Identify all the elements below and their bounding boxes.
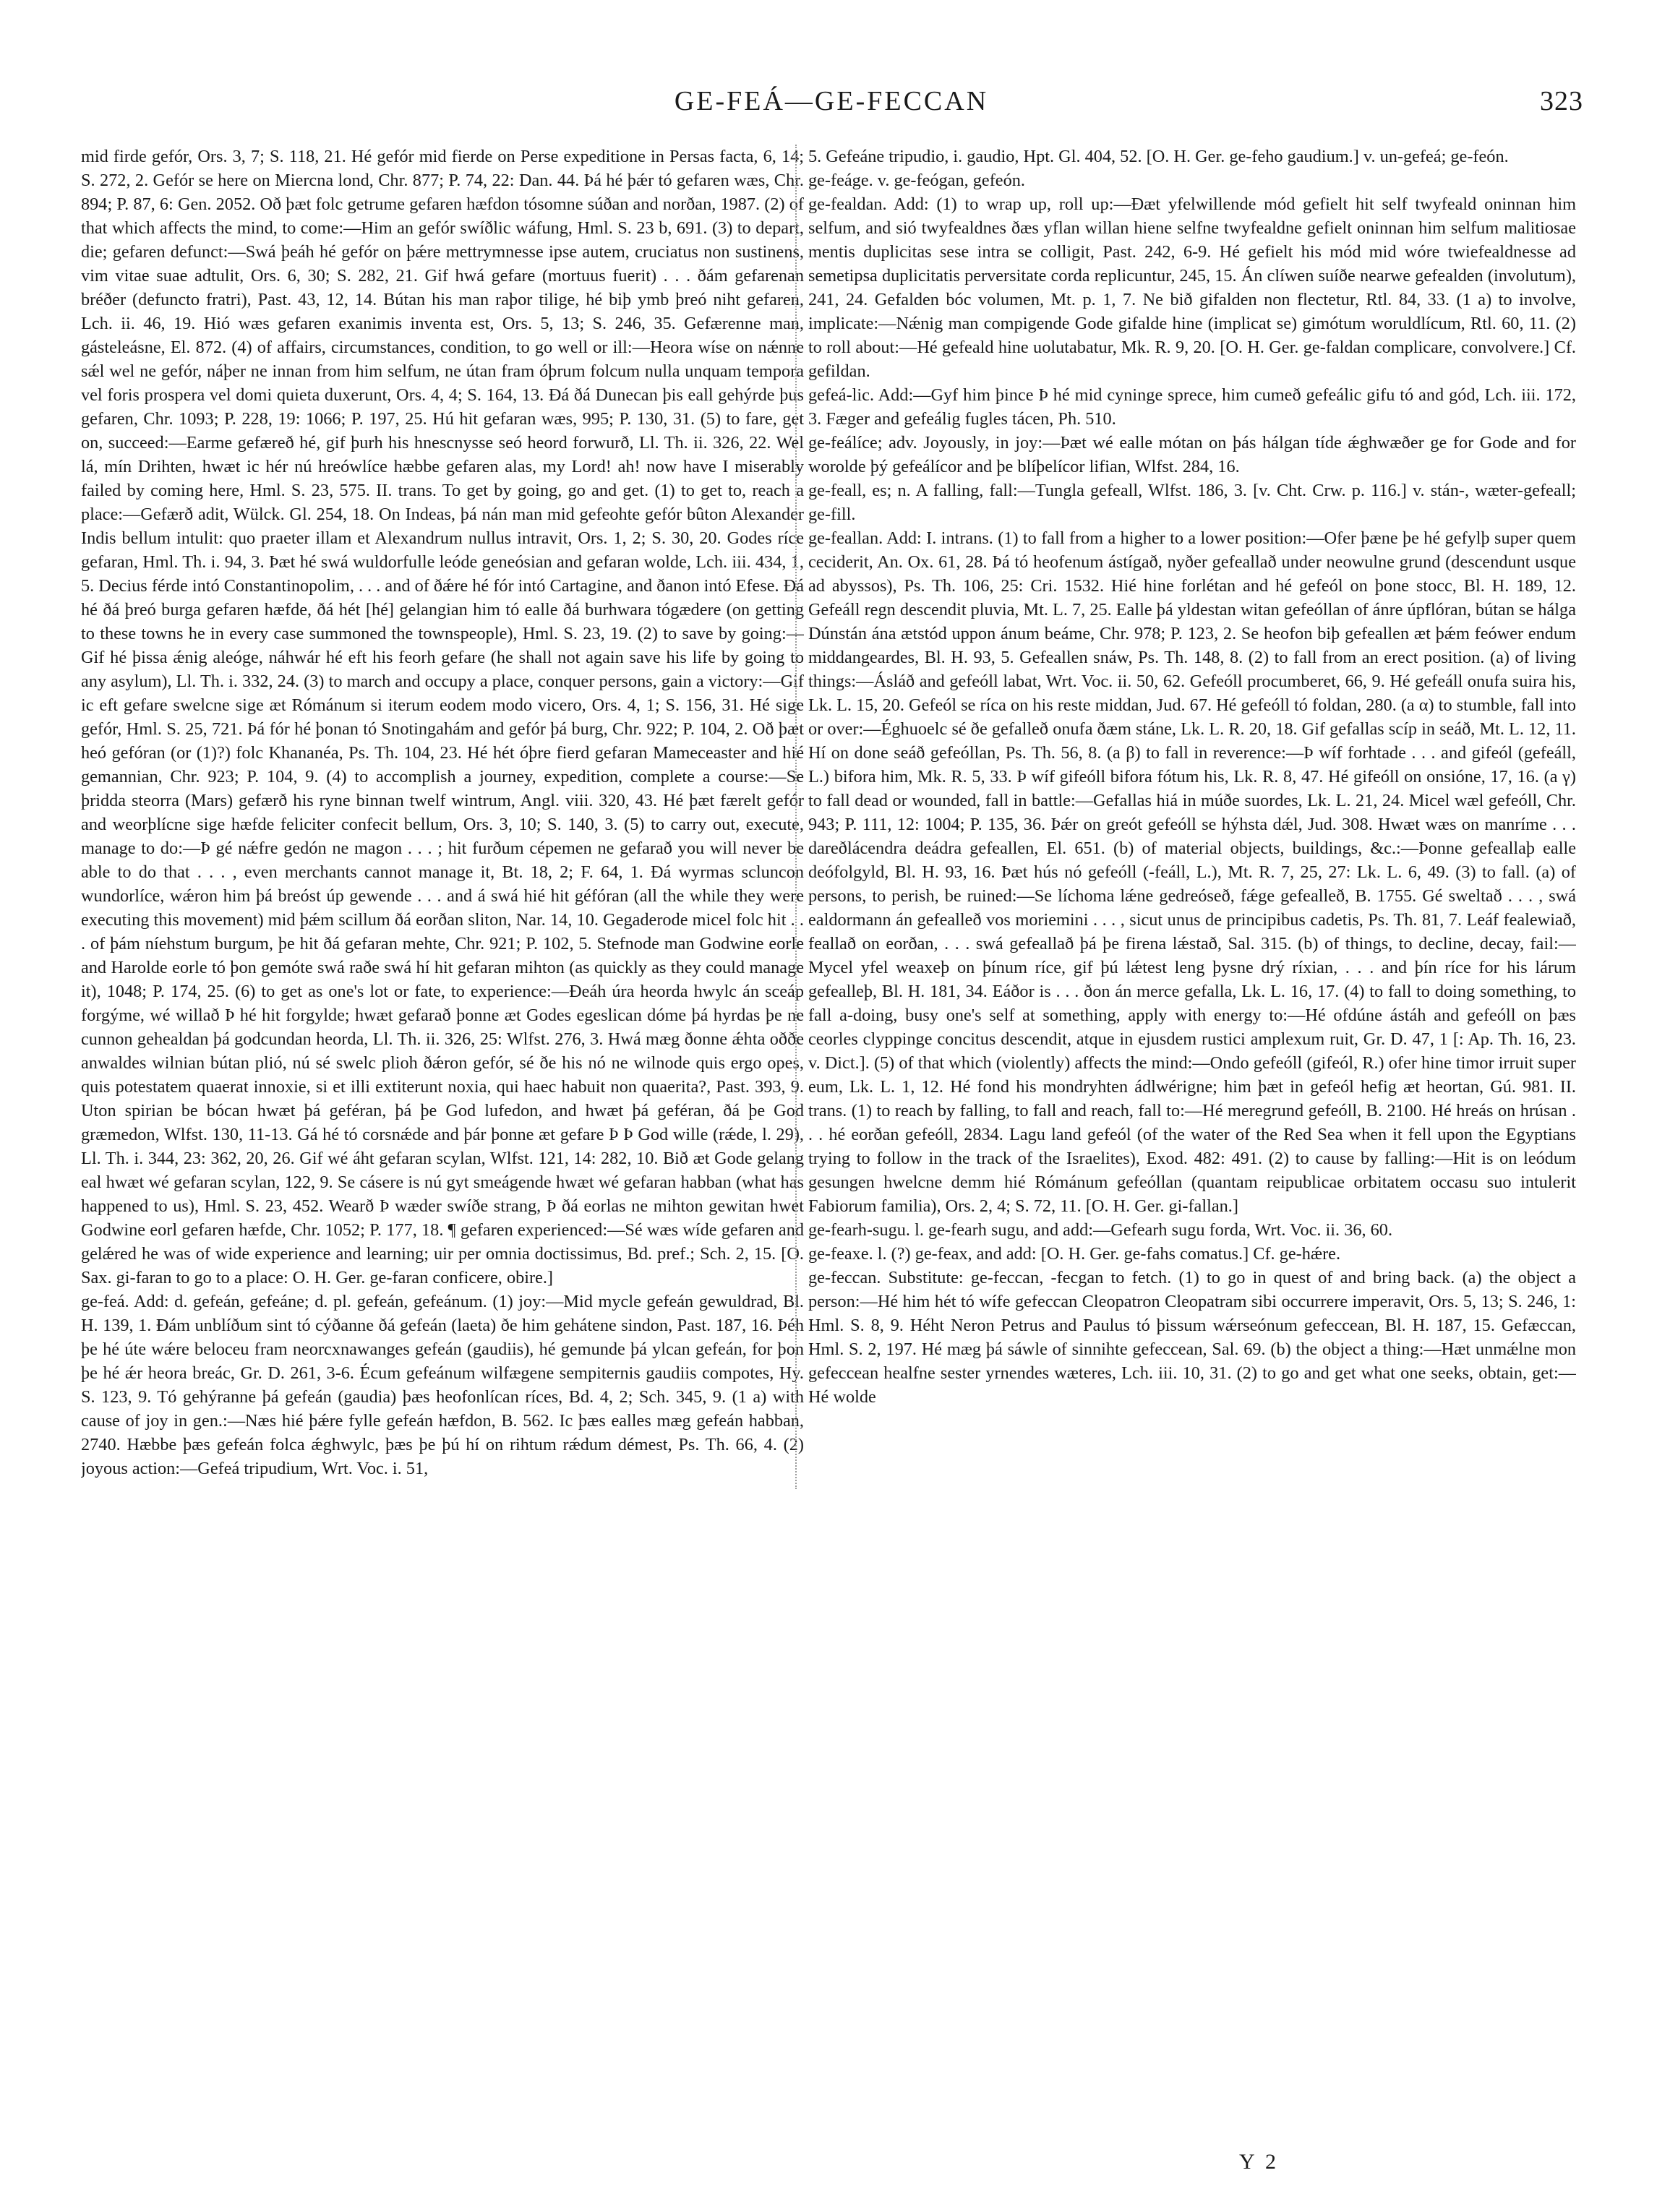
entry-ge-feage: ge-feáge. v. ge-feógan, gefeón. [808, 171, 1025, 190]
entry-gefea-lic: gefeá-lic. Add:—Gyf him þince Þ hé mid cyninge sprece, him cumeð gefeálic gifu tó and gód, Lch. iii. 172, 3. Fæger and gefeálig fugles tácen, Ph. 510. [808, 385, 1576, 429]
entry-ge-fealice: ge-feálíce; adv. Joyously, in joy:—Þæt wé ealle mótan on þás hálgan tíde ǽghwæðer ge for Gode and for woroldе þý gefeálícor and þe blíþelícor lifian, Wlfst. 284, 16. [808, 433, 1576, 476]
entry-ge-feall: ge-feall, es; n. A falling, fall:—Tungla gefeall, Wlfst. 186, 3. [v. Cht. Crw. p. 116.] v. stán-, wæter-gefeall; ge-fill. [808, 481, 1576, 524]
running-head [80, 85, 1583, 129]
signature-mark: Y 2 [1239, 2150, 1280, 2174]
entry-ge-fealdan: ge-fealdan. Add: (1) to wrap up, roll up:—Ðæt yfelwillende mód gefielt hit self twyfeald oninnan him selfum, and sió twyfealdnes ðæs yflan willan hiene selfne twyfealdne gefielt oninnan him selfum malitiosae mentis duplicitas sese intra se colligit, Past. 242, 6-9. Hé gefielt his mód mid wóre twiefealdnesse ad semetipsa duplicitatis perversitate corda replicuntur, 245, 15. Án clíwen suíðe nearwe gefealden (involutum), 241, 24. Gefalden bóc volumen, Mt. p. 1, 7. Ne bið gifalden non flectetur, Rtl. 84, 33. (1 a) to involve, implicate:—Nǽnig man compigende Gode gifalde hine (implicat se) gimótum woruldlícum, Rtl. 60, 11. (2) to roll about:—Hé gefeald hine uolutabatur, Mk. R. 9, 20. [O. H. Ger. ge-faldan complicare, convolvere.] Cf. gefildan. [808, 194, 1576, 381]
column-divider [795, 145, 797, 1489]
page-title: GE-FEÁ—GE-FECCAN [674, 86, 989, 116]
entry-ge-feccan: ge-feccan. Substitute: ge-feccan, -fecgan to fetch. (1) to go in quest of and bring back. (a) the object a person:—Hé him hét tó wífe gefeccan Cleopatron Cleopatram sibi occurrere imperavit, Ors. 5, 13; S. 246, 1: Hml. S. 8, 9. Héht Neron Petrus and Paulus tó þissum wǽrseónum gefeccean, Bl. H. 187, 15. Gefæccan, Hml. S. 2, 197. Hé mæg þá sáwle of sinnihte gefeccean, Sal. 69. (b) the object a thing:—Hæt unmǽlne mon gefeccean healfne sester yrnendes wæteres, Lch. iii. 10, 31. (2) to go and get what one seeks, obtain, get:—Hé wolde [808, 1268, 1576, 1407]
left-column [81, 145, 804, 2147]
entry-ge-fearh-sugu: ge-fearh-sugu. l. ge-fearh sugu, and add:—Gefearh sugu forda, Wrt. Voc. ii. 36, 60. [808, 1220, 1393, 1240]
entry-continuation-gefaran: mid firde gefór, Ors. 3, 7; S. 118, 21. Hé gefór mid fierde on Perse expeditione in Persas facta, 6, 14; S. 272, 2. Gefór se here on Miercna lond, Chr. 877; P. 74, 22: Dan. 44. Þá hé þǽr tó gefaren wæs, Chr. 894; P. 87, 6: Gen. 2052. Oð þæt folc getrume gefaren hæfdon tósomne súðan and norðan, 1987. (2) of that which affects the mind, to come:—Him an gefór swíðlic wáfung, Hml. S. 23 b, 691. (3) to depart, die; gefaren defunct:—Swá þeáh hé gefór on þǽre mettrymnesse ipse autem, cruciatus non sustinens, vim vitae suae adtulit, Ors. 6, 30; S. 282, 21. Gif hwá gefare (mortuus fuerit) . . . ðám gefarenan bréðer (defuncto fratri), Past. 43, 12, 14. Bútan his man raþor tilige, hé biþ ymb þreó niht gefaren, Lch. ii. 46, 19. Hió wæs gefaren exanimis inventa est, Ors. 5, 13; S. 246, 35. Gefærenne man, gásteleásne, El. 872. (4) of affairs, circumstances, condition, to go well or ill:—Heora wíse on nǽnne sǽl wel ne gefór, náþer ne innan from him selfum, ne útan fram óþrum folcum nulla unquam tempora vel foris prospera vel domi quieta duxerunt, Ors. 4, 4; S. 164, 13. Ðá ðá Dunecan þis eall gehýrde þus gefaren, Chr. 1093; P. 228, 19: 1066; P. 197, 25. Hú hit gefaran wæs, 995; P. 130, 31. (5) to fare, get on, succeed:—Earme gefæreð hé, gif þurh his hnescnysse seó heord forwurð, Ll. Th. ii. 326, 22. Wel lá, mín Drihten, hwæt ic hér nú hreówlíce hæbbe gefaren alas, my Lord! ah! now have I miserably failed by coming here, Hml. S. 23, 575. II. trans. To get by going, go and get. (1) to get to, reach a place:—Gefærð adit, Wülck. Gl. 254, 18. On Indeas, þá nán man mid gefeohte gefór bûton Alexander Indis bellum intulit: quo praeter illam et Alexandrum nullus intravit, Ors. 1, 2; S. 30, 20. Godes ríce gefaran, Hml. Th. i. 94, 3. Þæt hé swá wuldorfulle leóde geneósian and gefaran wolde, Lch. iii. 434, 1, 5. Decius férde intó Constantinopolim, . . . and of ðǽre hé fór intó Cartagine, and ðanon intó Efese. Ðá hé ðá þreó burga gefaren hæfde, ðá hét [hé] gelangian him tó ealle ðá burhwara tógædere (on getting to these towns he in every case summoned the townspeople), Hml. S. 23, 19. (2) to save by going:—Gif hé þissa ǽnig aleóge, náhwár hé eft his feorh gefare (he shall not again save his life by going to any asylum), Ll. Th. i. 332, 24. (3) to march and occupy a place, conquer persons, gain a victory:—Gif ic eft gefare swelcne sige æt Rómánum si iterum eodem modo vicero, Ors. 4, 1; S. 156, 31. Hé sige gefór, Hml. S. 25, 721. Þá fór hé þonan tó Snotingahám and gefór þá burg, Chr. 922; P. 104, 2. Oð þæt heó gefóran (or (1)?) folc Khananéa, Ps. Th. 104, 23. Hé hét óþre fierd gefaran Mameceaster and hié gemannian, Chr. 923; P. 104, 9. (4) to accomplish a journey, expedition, complete a course:—Se þridda steorra (Mars) gefærð his ryne binnan twelf wintrum, Angl. viii. 320, 43. Hé þæt færelt gefór and weorþlícne sige hæfde feliciter confecit bellum, Ors. 3, 10; S. 140, 3. (5) to carry out, execute, manage to do:—Þ gé nǽfre gedón ne magon . . . ; hit furðum cépemen ne gefarað you will never be able to do that . . . , even merchants cannot manage it, Bt. 18, 2; F. 64, 1. Ðá wyrmas scluncon wundorlíce, wǽron him þá breóst úp gewende . . . and á swá hié hit géfóran (all the while they were executing this movement) mid þǽm scillum ðá eorðan sliton, Nar. 14, 10. Gegaderode micel folc hit . . . of þám níehstum burgum, þe hit ðá gefaran mehte, Chr. 921; P. 102, 5. Stefnode man Godwine eorle and Harolde eorle tó þon gemóte swá raðe swá hí hit gefaran mihton (as quickly as they could manage it), 1048; P. 174, 25. (6) to get as one's lot or fate, to experience:—Ðeáh úra heorda hwylc án sceáp forgýme, wé willað Þ hé hit forgylde; hwæt gefarað þonne æt Godes egeslican dóme þá hyrdas þe ne cunnon gehealdan þá godcundan heorda, Ll. Th. ii. 326, 25: Wlfst. 276, 3. Hwá mæg ðonne ǽhta oððe anwaldes wilnian bútan plió, nú sé swelc plioh ðǽron gefór, sé ðe his nó ne wilnode quis ergo opes, quis potestatem quaerat innoxie, si et illi extiterunt noxia, qui haec habuit non quaerita?, Past. 393, 9. Uton spirian be bócan hwæt þá geféran, þá þe God lufedon, and hwæt þá geféran, ðá þe God græmedon, Wlfst. 130, 11-13. Gá hé tó corsnǽde and þár þonne æt gefare Þ Þ God wille (rǽde, l. 29), Ll. Th. i. 344, 23: 362, 20, 26. Gif wé áht gefaran scylan, Wlfst. 121, 14: 282, 10. Bið æt Gode gelang eal hwæt wé gefaran scylan, 122, 9. Se cásere is nú gyt smeágende hwæt wé gefaran habban (what has happened to us), Hml. S. 23, 452. Wearð Þ wæder swíðe strang, Þ ðá eorlas ne mihton gewitan hwet Godwine eorl gefaren hæfde, Chr. 1052; P. 177, 18. ¶ gefaren experienced:—Sé wæs wíde gefaren and gelǽred he was of wide experience and learning; uir per omnia doctissimus, Bd. pref.; Sch. 2, 15. [O. Sax. gi-faran to go to a place: O. H. Ger. ge-faran conficere, obire.] [81, 147, 804, 1287]
page-number: 323 [1540, 86, 1583, 116]
entry-ge-feallan: ge-feallan. Add: I. intrans. (1) to fall from a higher to a lower position:—Ofer þæne þe hé gefylþ super quem ceciderit, An. Ox. 61, 28. Þá tó heofenum ástígað, nyðer gefeallað under neowulne grund (descendunt usque ad abyssos), Ps. Th. 106, 25: Cri. 1532. Hié hine forlétan and hé gefeól on þone stocc, Bl. H. 189, 12. Gefeáll regn descendit pluvia, Mt. L. 7, 25. Ealle þá yldestan witan gefeóllan of ánre úpflóran, bútan se hálga Dúnstán ána ætstód uppon ánum beáme, Chr. 978; P. 123, 2. Se heofon biþ gefeallen æt þǽm feówer endum middangeardes, Bl. H. 93, 5. Gefeallen snáw, Ps. Th. 148, 8. (2) to fall from an erect position. (a) of living things:—Ásláð and gefeóll labat, Wrt. Voc. ii. 50, 62. Gefeóll procumberet, 66, 9. Hé gefeáll onufa suira his, Lk. L. 15, 20. Gefeól se ríca on his reste middan, Jud. 67. Hé gefeóll tó foldan, 280. (a α) to stumble, fall into or over:—Éghuoelc sé ðe gefalleð onufa ðæm stáne, Lk. L. R. 20, 18. Gif gefallas scíp in seáð, Mt. L. 12, 11. Hí on done seáð gefeóllan, Ps. Th. 56, 8. (a β) to fall in reverence:—Þ wíf forhtade . . . and gifeól (gefeáll, L.) bifora him, Mk. R. 5, 33. Þ wíf gifeóll bifora fótum his, Lk. R. 8, 47. Hé gifeóll on onsióne, 17, 16. (a γ) to fall dead or wounded, fall in battle:—Gefallas hiá in múðe suordes, Lk. L. 21, 24. Micel wæl gefeóll, Chr. 943; P. 111, 12: 1004; P. 135, 36. Þǽr on greót gefeóll se hýhsta dǽl, Jud. 308. Hwæt wæs on manríme . . . dareðlácendra deádra gefeallen, El. 651. (b) of material objects, buildings, &c.:—Þonne gefeallaþ ealle deófolgyld, Bl. H. 93, 16. Þæt hús nó gefeóll (-feáll, L.), Mt. R. 7, 25, 27: Lk. L. 6, 49. (3) to fall. (a) of persons, to perish, be ruined:—Se líchoma lǽne gedreóseð, fǽge gefealleð, B. 1755. Gé sweltað . . . , swá ealdormann án gefealleð vos moriemini . . . , sicut unus de principibus cadetis, Ps. Th. 81, 7. Leáf fealewiað, feallað on eorðan, . . . swá gefeallað þá þe firena lǽstað, Sal. 315. (b) of things, to decline, decay, fail:—Mycel yfel weaxeþ on þínum ríce, gif þú lǽtest leng þysne drý ríxian, . . . and þín ríce for his lárum gefealleþ, Bl. H. 181, 34. Eáðor is . . . ðon án merce gefalla, Lk. L. 16, 17. (4) to fall to doing something, to fall a-doing, busy one's self at something, apply with energy to:—Hé ofdúne ástáh and gefeóll on þæs ceorles clyppinge concitus descendit, atque in ejusdem rustici amplexum ruit, Gr. D. 47, 1 [: Ap. Th. 16, 23. v. Dict.]. (5) of that which (violently) affects the mind:—Ondo gefeóll (gifeól, R.) ofer hine timor irruit super eum, Lk. L. 1, 12. Hé fond his mondryhten ádlwérigne; him þæt in gefeól hefig æt heortan, Gú. 981. II. trans. (1) to reach by falling, to fall and reach, fall to:—Hé meregrund gefeóll, B. 2100. Hé hreás on hrúsan . . . hé eorðan gefeóll, 2834. Lagu land gefeól (of the water of the Red Sea when it fell upon the Egyptians trying to follow in the track of the Israelites), Exod. 482: 491. (2) to cause by falling:—Hit is on leódum gesungen hwelcne demm hié Rómánum gefeóllan (quantam reipublicae orbitatem occasu suo intulerit Fabiorum familia), Ors. 2, 4; S. 72, 11. [O. H. Ger. gi-fallan.] [808, 528, 1576, 1216]
entry-ge-fea: ge-feá. Add: d. gefeán, gefeáne; d. pl. gefeán, gefeánum. (1) joy:—Mid mycle gefeán gewuldrad, Bl. H. 139, 1. Ðám unblíðum sint tó cýðanne ðá gefeán (laeta) ðe him gehátene sindon, Past. 187, 16. Þéh þe hé úte wǽre beloceu fram neorcxnawanges gefeán (gaudiis), hé gemunde þá ylcan gefeán, for þon þe hé ǽr heora breác, Gr. D. 261, 3-6. Écum gefeánum wilfægene sempiternis gaudiis compotes, Hy. S. 123, 9. Tó gehýranne þá gefeán (gaudia) þæs heofonlícan ríces, Bd. 4, 2; Sch. 345, 9. (1 a) with cause of joy in gen.:—Næs hié þǽre fylle gefeán hæfdon, B. 562. Ic þæs ealles mæg gefeán habban, 2740. Hæbbe þæs gefeán folca ǽghwylc, þæs þe þú hí on rihtum rǽdum démest, Ps. Th. 66, 4. (2) joyous action:—Gefeá tripudium, Wrt. Voc. i. 51, [81, 1292, 804, 1478]
entry-ge-feaxe: ge-feaxe. l. (?) ge-feax, and add: [O. H. Ger. ge-fahs comatus.] Cf. ge-hǽre. [808, 1244, 1341, 1264]
right-column [804, 145, 1576, 2147]
entry-continuation-gefea: 5. Gefeáne tripudio, i. gaudio, Hpt. Gl. 404, 52. [O. H. Ger. ge-feho gaudium.] v. un-gefeá; ge-feón. [808, 147, 1509, 166]
